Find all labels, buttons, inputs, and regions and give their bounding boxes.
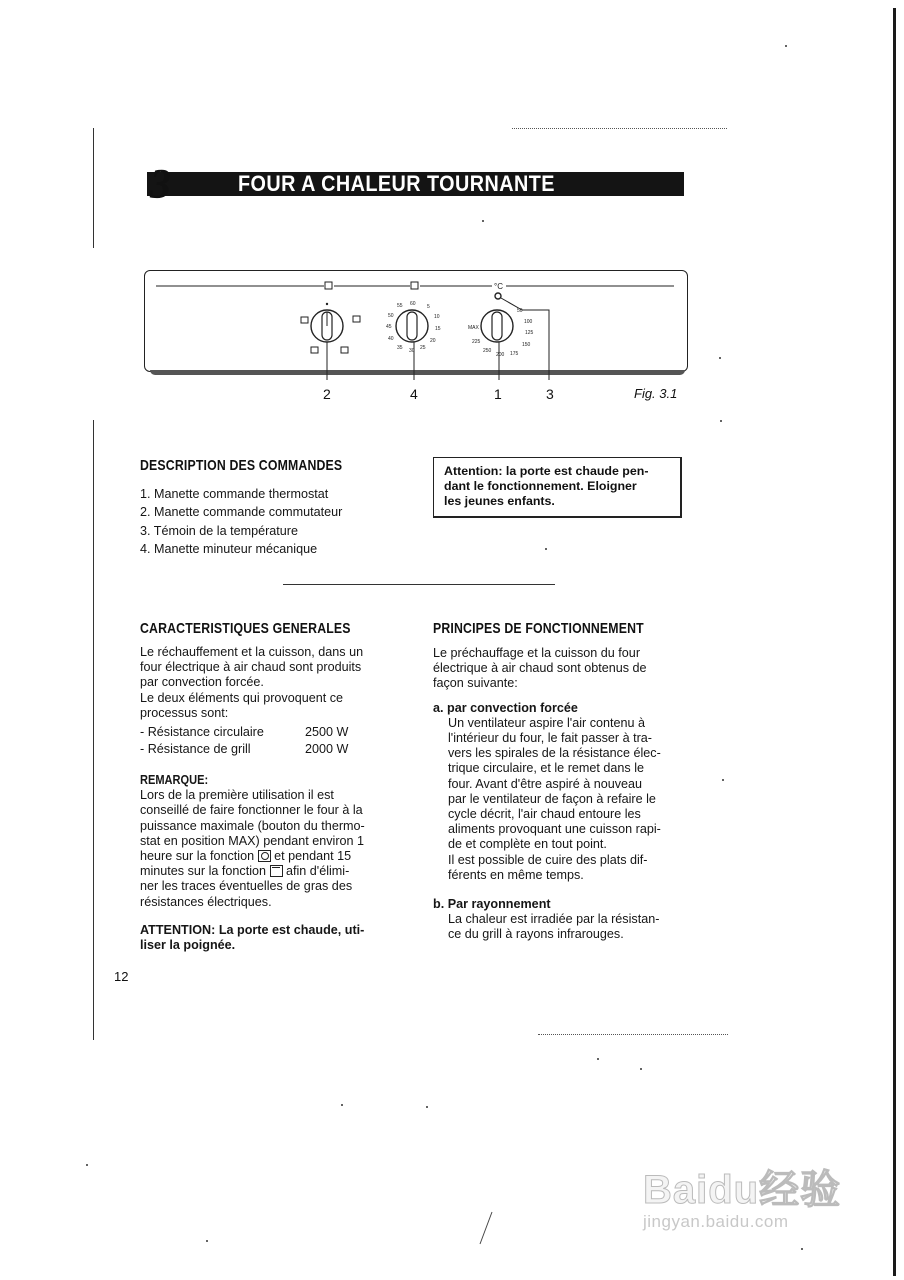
text-line: Le deux éléments qui provoquent ce <box>140 690 344 705</box>
text-line: électrique à air chaud sont obtenus de <box>433 661 647 676</box>
svg-text:30: 30 <box>409 348 415 354</box>
text-line: l'intérieur du four, le fait passer à tra- <box>448 731 653 746</box>
text-line: Un ventilateur aspire l'air contenu à <box>448 715 646 730</box>
subsection-title: b. Par rayonnement <box>433 897 551 912</box>
text-line: par convection forcée. <box>140 675 264 690</box>
chapter-number: 3 <box>150 162 171 208</box>
text-line: La chaleur est irradiée par la résistan- <box>448 912 660 927</box>
svg-text:10: 10 <box>434 314 440 320</box>
control-panel-diagram <box>144 270 689 400</box>
chapter-title: FOUR A CHALEUR TOURNANTE <box>238 171 555 196</box>
celsius-symbol: °C <box>494 282 503 291</box>
callout-4: 4 <box>410 386 418 402</box>
text-line <box>140 849 395 864</box>
baidu-watermark <box>643 1168 841 1232</box>
section-divider <box>283 584 555 585</box>
text-line: conseillé de faire fonctionner le four à la <box>140 803 363 818</box>
spec-value: 2500 W <box>305 725 349 740</box>
thermostat-knob <box>468 308 534 380</box>
spec-label: - Résistance de grill <box>140 742 251 757</box>
svg-text:5: 5 <box>427 304 430 310</box>
svg-text:25: 25 <box>420 345 426 351</box>
watermark-brand: Baidu经验 <box>643 1168 842 1212</box>
text-line: Le réchauffement et la cuisson, dans un <box>140 645 364 659</box>
text-line: par le ventilateur de façon à refaire le <box>448 791 656 806</box>
figure-caption: Fig. 3.1 <box>634 386 678 401</box>
scan-speck <box>801 1248 803 1250</box>
list-item: 2. Manette commande commutateur <box>140 505 343 520</box>
scan-speck <box>720 420 722 422</box>
scan-speck <box>722 779 724 781</box>
svg-text:MAX: MAX <box>468 325 479 331</box>
text-line: façon suivante: <box>433 676 518 691</box>
warning-line: dant le fonctionnement. Eloigner <box>444 479 637 493</box>
text-line: ner les traces éventuelles de gras des <box>140 879 353 894</box>
remark-title: REMARQUE: <box>140 772 209 788</box>
page-edge-rule <box>893 8 896 1276</box>
text-line: Lors de la première utilisation il est <box>140 788 334 803</box>
scan-speck <box>86 1164 88 1166</box>
scan-speck <box>545 548 547 550</box>
list-item: 1. Manette commande thermostat <box>140 487 329 501</box>
subsection-b-text <box>433 912 683 942</box>
margin-rule <box>93 128 94 248</box>
function-symbol-icon <box>325 282 332 289</box>
spec-label: - Résistance circulaire <box>140 725 264 740</box>
text-fragment: minutes sur la fonction <box>140 864 266 879</box>
scan-artifact-line <box>512 128 727 129</box>
text-line: four électrique à air chaud sont produits <box>140 660 362 675</box>
text-line: stat en position MAX) pendant environ 1 <box>140 833 365 848</box>
timer-symbol-icon <box>411 282 418 289</box>
description-heading: DESCRIPTION DES COMMANDES <box>140 457 343 474</box>
text-fragment: et pendant 15 <box>274 849 352 864</box>
svg-text:20: 20 <box>430 338 436 344</box>
scan-artifact-line <box>538 1034 728 1035</box>
text-line: Le préchauffage et la cuisson du four <box>433 646 641 660</box>
svg-text:55: 55 <box>397 303 403 309</box>
text-line: résistances électriques. <box>140 894 272 909</box>
scan-speck <box>482 220 484 222</box>
svg-text:225: 225 <box>472 339 481 345</box>
warning-box <box>433 457 682 518</box>
text-fragment: heure sur la fonction <box>140 849 255 864</box>
spec-value: 2000 W <box>305 742 349 757</box>
scan-speck <box>341 1104 343 1106</box>
margin-rule <box>93 420 94 1040</box>
scan-speck <box>426 1106 428 1108</box>
subsection-a-text <box>433 716 683 883</box>
text-line: trique circulaire, et le remet dans le <box>448 761 644 776</box>
text-line: ce du grill à rayons infrarouges. <box>448 927 624 942</box>
text-line: férents en même temps. <box>448 867 584 882</box>
scan-speck <box>206 1240 208 1242</box>
svg-text:175: 175 <box>510 351 519 357</box>
attention-line: ATTENTION: La porte est chaude, uti- <box>140 922 365 937</box>
text-line <box>140 864 395 879</box>
timer-knob <box>386 301 441 380</box>
callout-1: 1 <box>494 386 502 402</box>
principles-heading: PRINCIPES DE FONCTIONNEMENT <box>433 620 644 637</box>
list-item: 3. Témoin de la température <box>140 523 298 538</box>
scan-speck <box>597 1058 599 1060</box>
svg-text:50: 50 <box>388 313 394 319</box>
list-item: 4. Manette minuteur mécanique <box>140 542 318 557</box>
grill-function-icon <box>270 865 283 877</box>
description-list <box>140 485 342 559</box>
svg-text:40: 40 <box>388 336 394 342</box>
svg-text:35: 35 <box>397 345 403 351</box>
characteristics-body <box>140 645 395 953</box>
warning-line: Attention: la porte est chaude pen- <box>444 464 649 478</box>
svg-text:125: 125 <box>525 330 534 336</box>
text-line: de et complète en tout point. <box>448 837 607 852</box>
scan-speck <box>719 357 721 359</box>
scan-speck <box>785 45 787 47</box>
svg-text:60: 60 <box>410 301 416 307</box>
function-selector-knob <box>301 303 360 380</box>
text-line: cycle décrit, l'air chaud entoure les <box>448 807 641 822</box>
scan-speck <box>640 1068 642 1070</box>
callout-3: 3 <box>546 386 554 402</box>
subsection-title: a. par convection forcée <box>433 700 578 715</box>
svg-text:200: 200 <box>496 352 505 358</box>
warning-line: les jeunes enfants. <box>444 494 555 508</box>
fan-function-icon <box>258 850 271 862</box>
text-line: vers les spirales de la résistance élec- <box>448 746 661 761</box>
callout-2: 2 <box>323 386 331 402</box>
spec-row <box>140 742 395 759</box>
attention-line: liser la poignée. <box>140 938 236 953</box>
svg-text:100: 100 <box>524 319 533 325</box>
text-line: puissance maximale (bouton du thermo- <box>140 818 365 833</box>
principles-body <box>433 646 683 943</box>
svg-text:250: 250 <box>483 348 492 354</box>
text-line: Il est possible de cuire des plats dif- <box>448 852 648 867</box>
characteristics-heading: CARACTERISTIQUES GENERALES <box>140 620 351 637</box>
text-fragment: afin d'élimi- <box>286 864 350 879</box>
scan-stroke <box>476 1210 496 1246</box>
page-number: 12 <box>114 969 129 984</box>
text-line: processus sont: <box>140 705 229 720</box>
watermark-url: jingyan.baidu.com <box>643 1212 789 1231</box>
text-line: aliments provoquant une cuisson rapi- <box>448 822 661 837</box>
text-line: four. Avant d'être aspiré à nouveau <box>448 776 643 791</box>
svg-text:45: 45 <box>386 324 392 330</box>
svg-text:50: 50 <box>517 308 523 314</box>
svg-text:15: 15 <box>435 326 441 332</box>
spec-row <box>140 725 395 742</box>
svg-text:150: 150 <box>522 342 531 348</box>
